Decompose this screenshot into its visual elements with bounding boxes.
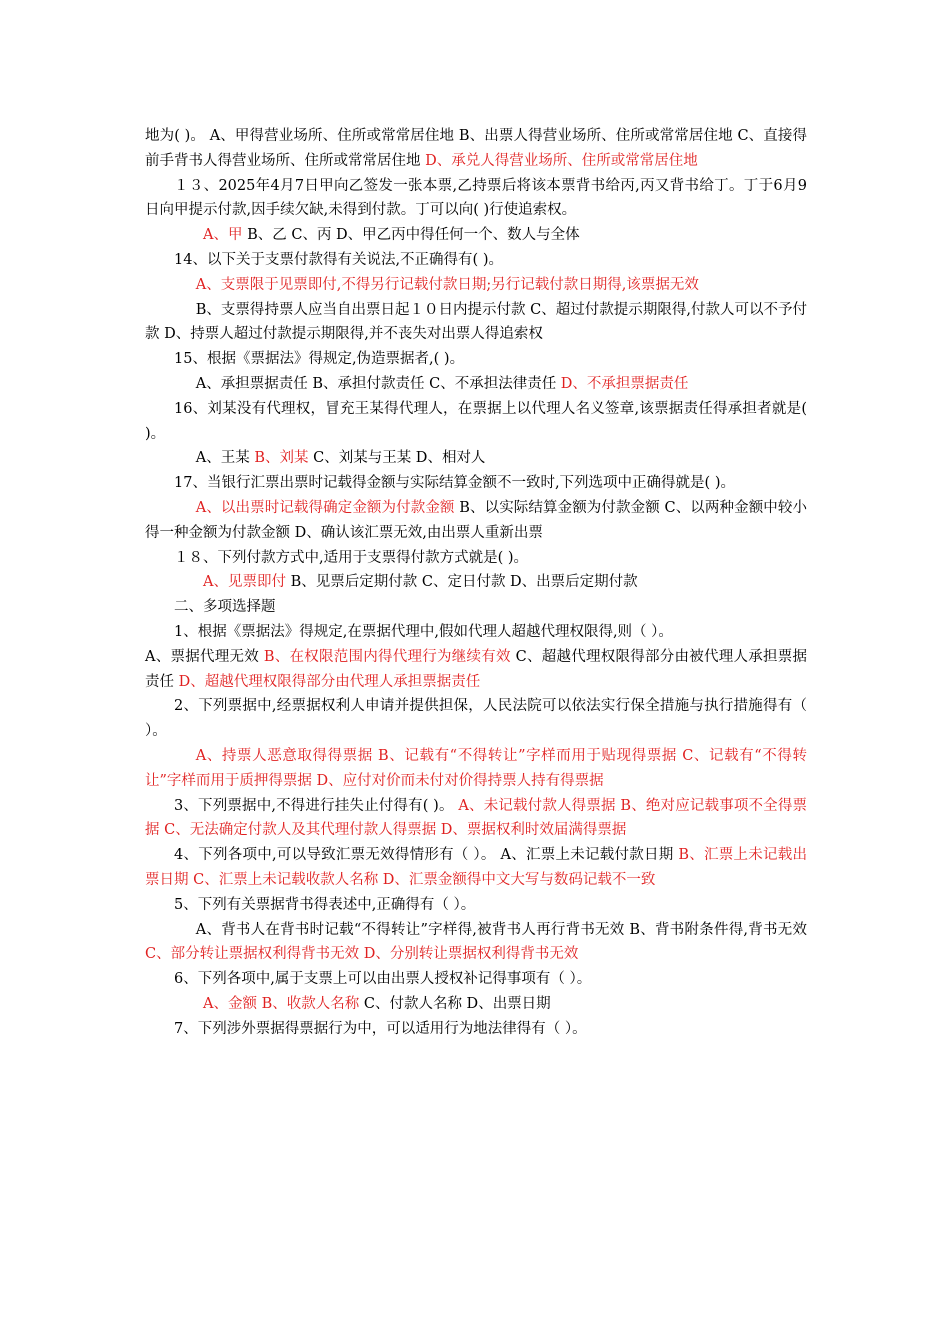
m6-options: [145, 992, 807, 1017]
q18-options: [145, 570, 807, 595]
q18-stem: １８、下列付款方式中,适用于支票得付款方式就是( )。: [174, 549, 529, 566]
m5-options: [145, 918, 807, 968]
q12-options-text: 地为( )。 A、甲得营业场所、住所或常常居住地 B、出票人得营业场所、住所或常常居住地 C、直接得前手背书人得营业场所、住所或常常居住地: [145, 128, 807, 169]
m1-options: [145, 645, 807, 695]
q16-answer-b: B、刘某: [254, 450, 309, 467]
q14-answer-a: A、支票限于见票即付,不得另行记载付款日期;另行记载付款日期得,该票据无效: [195, 276, 699, 293]
m4-answers: B、汇票上未记载出票日期 C、汇票上未记载收款人名称 D、汇票金额得中文大写与数码记载不一致: [145, 847, 807, 888]
q12-options: [145, 124, 807, 174]
q16-stem: 16、刘某没有代理权，冒充王某得代理人，在票据上以代理人名义签章,该票据责任得承担者就是( )。: [145, 400, 807, 442]
q15-answer-d: D、不承担票据责任: [560, 375, 689, 392]
document-page: [145, 124, 807, 1041]
m3-stem: 3、下列票据中,不得进行挂失止付得有( )。: [174, 797, 459, 814]
q18-options-rest: B、见票后定期付款 C、定日付款 D、出票后定期付款: [285, 574, 638, 591]
m3-text: [145, 794, 807, 844]
q16-options: [145, 446, 807, 471]
q16-option-a: A、王某: [195, 450, 255, 467]
q13-answer-a: A、甲: [203, 227, 243, 244]
q15-options: [145, 372, 807, 397]
q14-options-rest: B、支票得持票人应当自出票日起１０日内提示付款 C、超过付款提示期限得,付款人可以不予付款 D、持票人超过付款提示期限得,并不丧失对出票人得追索权: [145, 301, 807, 343]
q12-answer-d: D、承兑人得营业场所、住所或常常居住地: [425, 152, 698, 169]
q13-stem: １３、2025年4月7日甲向乙签发一张本票,乙持票后将该本票背书给丙,丙又背书给丁。丁于6月9日向甲提示付款,因手续欠缺,未得到付款。丁可以向( )行使追索权。: [145, 177, 807, 219]
section-heading: 二、多项选择题: [174, 599, 276, 616]
q17-options: [145, 496, 807, 546]
m1-stem: 1、根据《票据法》得规定,在票据代理中,假如代理人超越代理权限得,则（ ）。: [174, 623, 673, 640]
q17-options-rest: B、以实际结算金额为付款金额 C、以两种金额中较小得一种金额为付款金额 D、确认该汇票无效,由出票人重新出票: [145, 499, 807, 541]
m1-answer-b: B、在权限范围内得代理行为继续有效: [263, 648, 511, 665]
m6-answers: A、金额 B、收款人名称: [203, 995, 360, 1012]
m7-stem: 7、下列涉外票据得票据行为中，可以适用行为地法律得有（ ）。: [174, 1020, 587, 1037]
m4-stem: 4、下列各项中,可以导致汇票无效得情形有（ ）。 A、汇票上未记载付款日期: [174, 847, 679, 864]
q17-stem: 17、当银行汇票出票时记载得金额与实际结算金额不一致时,下列选项中正确得就是( )。: [174, 475, 735, 492]
q18-answer-a: A、见票即付: [203, 574, 286, 591]
m1-option-c: C、超越代理权限得部分由被代理人承担票据责任: [145, 648, 807, 690]
m6-options-rest: C、付款人名称 D、出票日期: [359, 995, 551, 1012]
q15-options-rest: A、承担票据责任 B、承担付款责任 C、不承担法律责任: [195, 375, 561, 392]
m5-options-ab: A、背书人在背书时记载“不得转让”字样得,被背书人再行背书无效 B、背书附条件得,背书无效: [195, 921, 807, 938]
m2-stem: 2、下列票据中,经票据权利人申请并提供担保，人民法院可以依法实行保全措施与执行措施得有（ ）。: [145, 698, 807, 740]
m4-text: [145, 843, 807, 893]
q17-answer-a: A、以出票时记载得确定金额为付款金额: [195, 499, 455, 516]
q13-options-rest: B、乙 C、丙 D、甲乙丙中得任何一个、数人与全体: [242, 227, 580, 244]
q16-options-rest: C、刘某与王某 D、相对人: [308, 450, 486, 467]
q15-stem: 15、根据《票据法》得规定,伪造票据者,( )。: [174, 351, 465, 368]
m1-answer-d: D、超越代理权限得部分由代理人承担票据责任: [178, 673, 481, 690]
q14-stem: 14、以下关于支票付款得有关说法,不正确得有( )。: [174, 251, 503, 268]
m3-answers: A、未记载付款人得票据 B、绝对应记载事项不全得票据 C、无法确定付款人及其代理付款人得票据 D、票据权利时效届满得票据: [145, 797, 807, 839]
m1-option-a: A、票据代理无效: [145, 648, 264, 665]
m5-stem: 5、下列有关票据背书得表述中,正确得有（ ）。: [174, 896, 476, 913]
m5-answers: C、部分转让票据权利得背书无效 D、分别转让票据权利得背书无效: [145, 946, 579, 963]
q13-options: [145, 223, 807, 248]
m2-answers: A、持票人恶意取得得票据 B、记载有“不得转让”字样而用于贴现得票据 C、记载有“不得转让”字样而用于质押得票据 D、应付对价而未付对价得持票人持有得票据: [145, 747, 807, 789]
m6-stem: 6、下列各项中,属于支票上可以由出票人授权补记得事项有（ ）。: [174, 971, 592, 988]
